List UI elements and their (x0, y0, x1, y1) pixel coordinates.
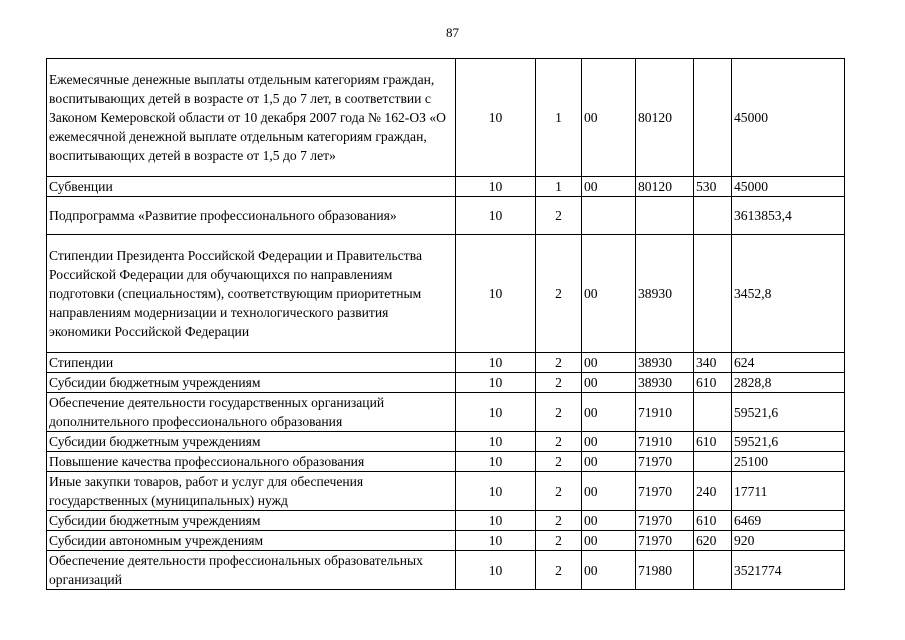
section-code-cell: 10 (456, 531, 536, 551)
table-row (47, 353, 845, 373)
row-name-cell: Обеспечение деятельности государственных организаций дополнительного профессионального образования (47, 393, 456, 432)
target-code-cell: 71980 (636, 551, 694, 590)
table-row (47, 551, 845, 590)
expense-type-cell: 530 (694, 177, 732, 197)
subsection-code-cell: 2 (536, 511, 582, 531)
program-code-cell: 00 (582, 551, 636, 590)
row-name-cell: Иные закупки товаров, работ и услуг для обеспечения государственных (муниципальных) нужд (47, 472, 456, 511)
expense-type-cell: 610 (694, 511, 732, 531)
expense-type-cell: 240 (694, 472, 732, 511)
target-code-cell: 71910 (636, 432, 694, 452)
amount-cell: 45000 (732, 177, 845, 197)
amount-cell: 6469 (732, 511, 845, 531)
amount-cell: 25100 (732, 452, 845, 472)
table-row (47, 452, 845, 472)
row-name-cell: Подпрограмма «Развитие профессионального образования» (47, 197, 456, 235)
budget-table (46, 58, 845, 590)
amount-cell: 17711 (732, 472, 845, 511)
row-name-cell: Субсидии бюджетным учреждениям (47, 511, 456, 531)
section-code-cell: 10 (456, 373, 536, 393)
section-code-cell: 10 (456, 472, 536, 511)
section-code-cell: 10 (456, 452, 536, 472)
subsection-code-cell: 1 (536, 177, 582, 197)
program-code-cell: 00 (582, 393, 636, 432)
subsection-code-cell: 2 (536, 235, 582, 353)
target-code-cell: 80120 (636, 177, 694, 197)
amount-cell: 59521,6 (732, 432, 845, 452)
amount-cell: 59521,6 (732, 393, 845, 432)
amount-cell: 45000 (732, 59, 845, 177)
program-code-cell: 00 (582, 531, 636, 551)
expense-type-cell: 610 (694, 432, 732, 452)
table-row (47, 432, 845, 452)
table-row (47, 511, 845, 531)
table-row (47, 59, 845, 177)
program-code-cell (582, 197, 636, 235)
target-code-cell: 38930 (636, 353, 694, 373)
row-name-cell: Стипендии (47, 353, 456, 373)
expense-type-cell: 610 (694, 373, 732, 393)
expense-type-cell (694, 452, 732, 472)
row-name-cell: Субсидии автономным учреждениям (47, 531, 456, 551)
row-name-cell: Ежемесячные денежные выплаты отдельным категориям граждан, воспитывающих детей в возрасте от 1,5 до 7 лет, в соответствии с Законом Кемеровской области от 10 декабря 2007 года № 162-ОЗ «О ежемесячной денежной выплате отдельным категориям граждан, воспитывающих детей в возрасте от 1,5 до 7 лет» (47, 59, 456, 177)
expense-type-cell (694, 197, 732, 235)
target-code-cell: 71970 (636, 531, 694, 551)
subsection-code-cell: 2 (536, 393, 582, 432)
subsection-code-cell: 2 (536, 452, 582, 472)
expense-type-cell: 340 (694, 353, 732, 373)
program-code-cell: 00 (582, 353, 636, 373)
program-code-cell: 00 (582, 373, 636, 393)
target-code-cell: 71970 (636, 511, 694, 531)
amount-cell: 3613853,4 (732, 197, 845, 235)
row-name-cell: Повышение качества профессионального образования (47, 452, 456, 472)
amount-cell: 624 (732, 353, 845, 373)
section-code-cell: 10 (456, 197, 536, 235)
target-code-cell: 71970 (636, 452, 694, 472)
subsection-code-cell: 2 (536, 551, 582, 590)
subsection-code-cell: 2 (536, 373, 582, 393)
row-name-cell: Субсидии бюджетным учреждениям (47, 432, 456, 452)
subsection-code-cell: 2 (536, 531, 582, 551)
section-code-cell: 10 (456, 551, 536, 590)
target-code-cell: 80120 (636, 59, 694, 177)
row-name-cell: Обеспечение деятельности профессиональных образовательных организаций (47, 551, 456, 590)
section-code-cell: 10 (456, 235, 536, 353)
target-code-cell: 71970 (636, 472, 694, 511)
table-row (47, 197, 845, 235)
amount-cell: 920 (732, 531, 845, 551)
program-code-cell: 00 (582, 59, 636, 177)
program-code-cell: 00 (582, 432, 636, 452)
amount-cell: 2828,8 (732, 373, 845, 393)
table-row (47, 235, 845, 353)
section-code-cell: 10 (456, 511, 536, 531)
expense-type-cell (694, 551, 732, 590)
expense-type-cell (694, 59, 732, 177)
subsection-code-cell: 1 (536, 59, 582, 177)
section-code-cell: 10 (456, 432, 536, 452)
section-code-cell: 10 (456, 177, 536, 197)
subsection-code-cell: 2 (536, 353, 582, 373)
page-number: 87 (446, 25, 459, 40)
section-code-cell: 10 (456, 393, 536, 432)
budget-table-body (47, 59, 845, 590)
table-row (47, 177, 845, 197)
table-row (47, 531, 845, 551)
target-code-cell: 38930 (636, 373, 694, 393)
target-code-cell: 38930 (636, 235, 694, 353)
subsection-code-cell: 2 (536, 472, 582, 511)
row-name-cell: Субвенции (47, 177, 456, 197)
program-code-cell: 00 (582, 177, 636, 197)
row-name-cell: Субсидии бюджетным учреждениям (47, 373, 456, 393)
amount-cell: 3521774 (732, 551, 845, 590)
target-code-cell (636, 197, 694, 235)
subsection-code-cell: 2 (536, 432, 582, 452)
table-row (47, 373, 845, 393)
section-code-cell: 10 (456, 353, 536, 373)
expense-type-cell: 620 (694, 531, 732, 551)
program-code-cell: 00 (582, 511, 636, 531)
target-code-cell: 71910 (636, 393, 694, 432)
table-row (47, 393, 845, 432)
expense-type-cell (694, 393, 732, 432)
program-code-cell: 00 (582, 452, 636, 472)
program-code-cell: 00 (582, 235, 636, 353)
table-row (47, 472, 845, 511)
expense-type-cell (694, 235, 732, 353)
section-code-cell: 10 (456, 59, 536, 177)
amount-cell: 3452,8 (732, 235, 845, 353)
subsection-code-cell: 2 (536, 197, 582, 235)
row-name-cell: Стипендии Президента Российской Федерации и Правительства Российской Федерации для обучающихся по направлениям подготовки (специальностям), соответствующим приоритетным направлениям модернизации и технологического развития экономики Российской Федерации (47, 235, 456, 353)
program-code-cell: 00 (582, 472, 636, 511)
